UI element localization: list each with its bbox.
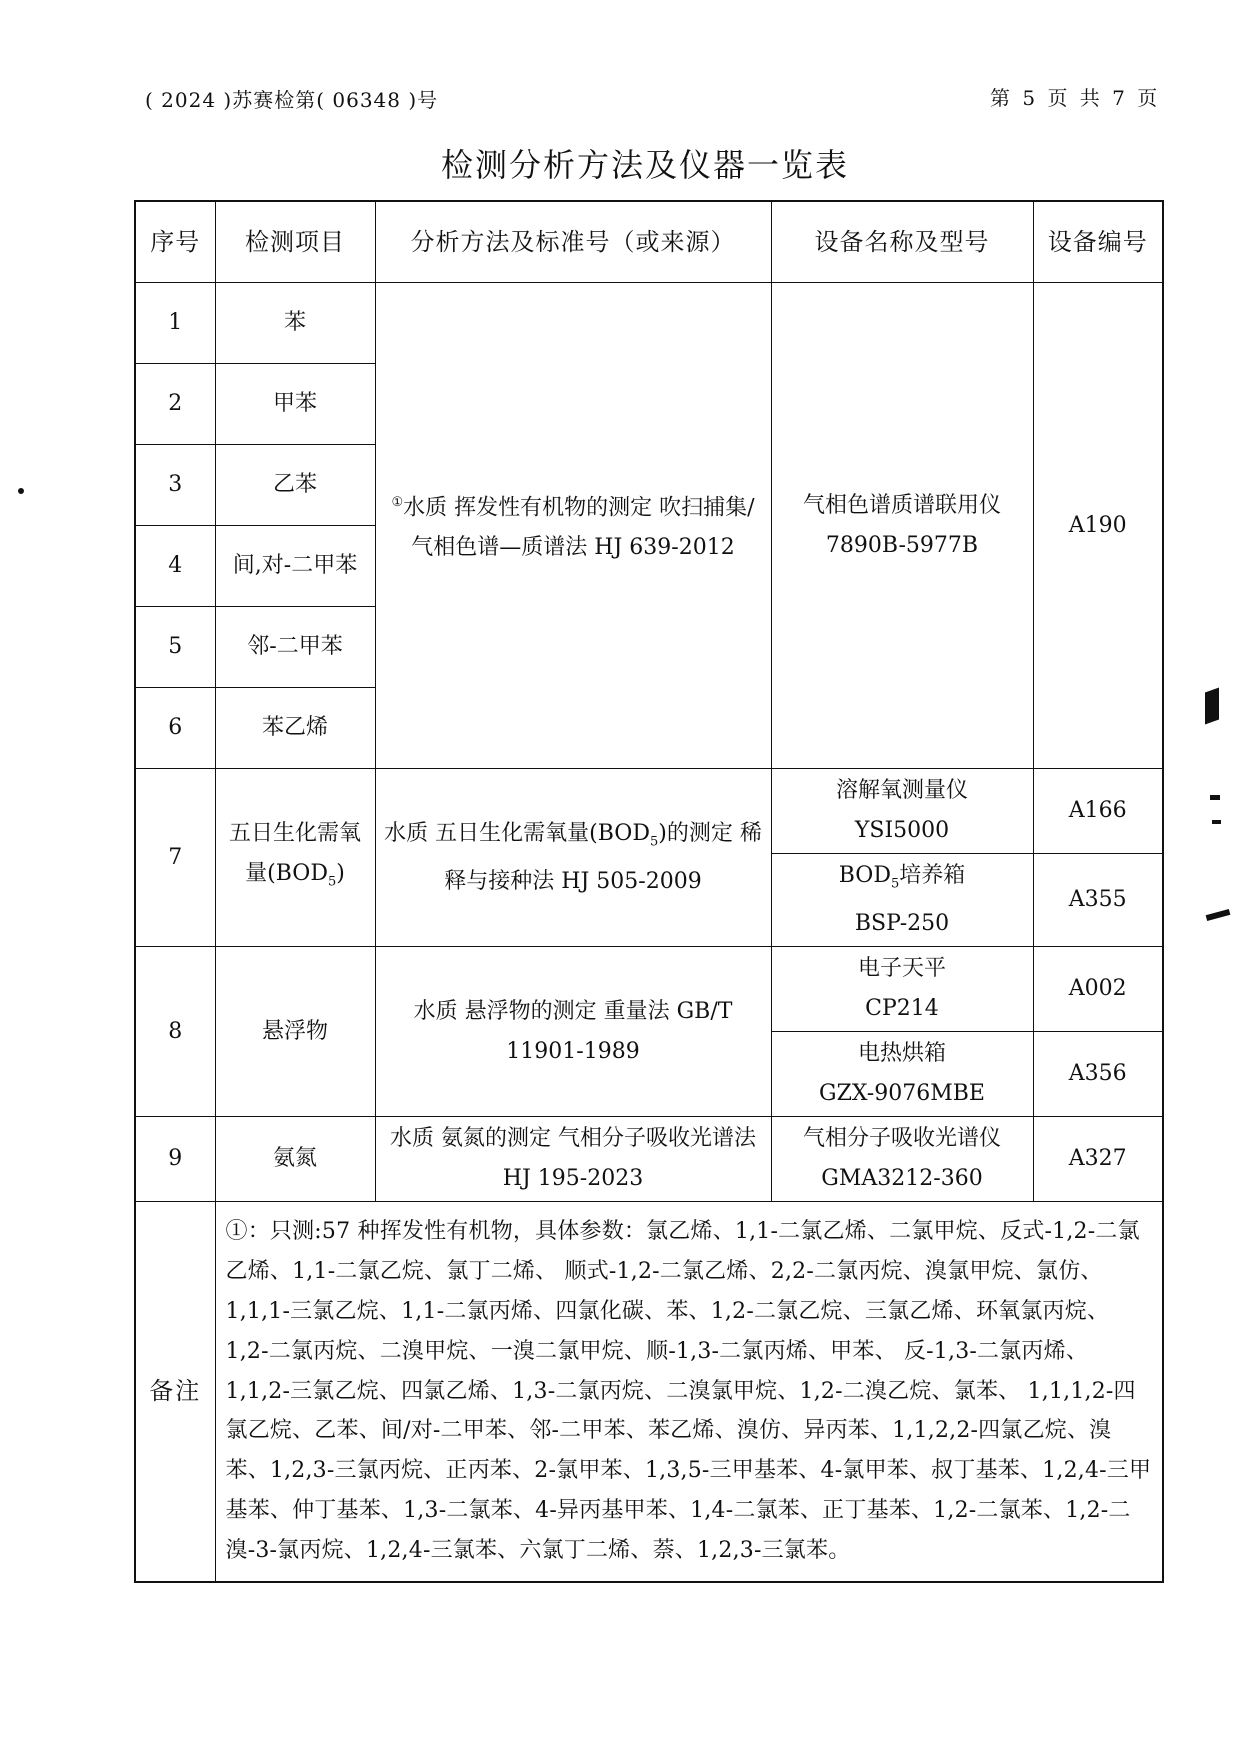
test-item: 乙苯 [215, 445, 375, 526]
row-number: 9 [135, 1117, 215, 1202]
analysis-method: 水质 悬浮物的测定 重量法 GB/T 11901-1989 [375, 947, 771, 1117]
page-indicator: 第 5 页 共 7 页 [990, 86, 1161, 110]
table-row [135, 947, 1163, 1032]
test-item: 氨氮 [215, 1117, 375, 1202]
scan-speck [18, 488, 24, 494]
equipment-label: 电热烘箱 [857, 1041, 946, 1067]
table-header-row [135, 201, 1163, 283]
binding-mark [1205, 687, 1219, 724]
column-header: 设备名称及型号 [771, 201, 1033, 283]
equipment-id: A190 [1033, 283, 1163, 769]
equipment-label: 电子天平 [857, 956, 946, 982]
row-number: 2 [135, 364, 215, 445]
column-header: 检测项目 [215, 201, 375, 283]
method-text: )的测定 稀释与接种法 HJ 505-2009 [444, 820, 762, 894]
method-text: 水质 挥发性有机物的测定 吹扫捕集/气相色谱—质谱法 HJ 639-2012 [403, 495, 755, 561]
test-item [215, 769, 375, 947]
equipment-id: A355 [1033, 854, 1163, 947]
equipment-model: GZX-9076MBE [819, 1081, 985, 1107]
equipment-name: 气相分子吸收光谱仪 GMA3212-360 [771, 1117, 1033, 1202]
notes-text: ①：只测:57 种挥发性有机物，具体参数：氯乙烯、1,1-二氯乙烯、二氯甲烷、反式-1,2-二氯乙烯、1,1-二氯乙烷、氯丁二烯、 顺式-1,2-二氯乙烯、2,2-二氯丙烷、溴氯甲烷、氯仿、1,1,1-三氯乙烷、1,1-二氯丙烯、四氯化碳、苯、1,2-二氯乙烷、三氯乙烯、环氧氯丙烷、1,2-二氯丙烷、二溴甲烷、一溴二氯甲烷、顺-1,3-二氯丙烯、甲苯、 反-1,3-二氯丙烯、1,1,2-三氯乙烷、四氯乙烯、1,3-二氯丙烷、二溴氯甲烷、1,2-二溴乙烷、氯苯、 1,1,1,2-四氯乙烷、乙苯、间/对-二甲苯、邻-二甲苯、苯乙烯、溴仿、异丙苯、1,1,2,2-四氯乙烷、溴苯、1,2,3-三氯丙烷、正丙苯、2-氯甲苯、1,3,5-三甲基苯、4-氯甲苯、叔丁基苯、1,2,4-三甲基苯、仲丁基苯、1,3-二氯苯、4-异丙基甲苯、1,4-二氯苯、正丁基苯、1,2-二氯苯、1,2-二溴-3-氯丙烷、1,2,4-三氯苯、六氯丁二烯、萘、1,2,3-三氯苯。 [215, 1202, 1163, 1582]
binding-mark [1212, 820, 1221, 824]
method-instrument-table [134, 200, 1164, 1583]
method-text: 水质 五日生化需氧量(BOD [384, 820, 650, 846]
equipment-id: A327 [1033, 1117, 1163, 1202]
equipment-name [771, 947, 1033, 1032]
test-item: 间,对-二甲苯 [215, 526, 375, 607]
row-number: 1 [135, 283, 215, 364]
analysis-method [375, 283, 771, 769]
equipment-name [771, 769, 1033, 854]
row-number: 5 [135, 607, 215, 688]
equipment-id: A002 [1033, 947, 1163, 1032]
equipment-model: CP214 [865, 996, 939, 1022]
subscript: 5 [327, 873, 337, 889]
analysis-method: 水质 氨氮的测定 气相分子吸收光谱法 HJ 195-2023 [375, 1117, 771, 1202]
row-number: 8 [135, 947, 215, 1117]
equipment-id: A356 [1033, 1032, 1163, 1117]
table-row [135, 1117, 1163, 1202]
row-number: 4 [135, 526, 215, 607]
table-row [135, 283, 1163, 364]
equipment-name [771, 854, 1033, 947]
column-header: 序号 [135, 201, 215, 283]
page-title: 检测分析方法及仪器一览表 [440, 146, 849, 184]
table-row [135, 769, 1163, 854]
row-number: 6 [135, 688, 215, 769]
item-text: ) [336, 860, 345, 886]
test-item: 甲苯 [215, 364, 375, 445]
test-item: 邻-二甲苯 [215, 607, 375, 688]
equipment-model: BSP-250 [854, 911, 950, 937]
row-number: 7 [135, 769, 215, 947]
report-number: ( 2024 )苏赛检第( 06348 )号 [145, 88, 439, 112]
notes-label: 备注 [135, 1202, 215, 1582]
equipment-name: 气相色谱质谱联用仪 7890B-5977B [771, 283, 1033, 769]
equipment-label: $BOD_5$培养箱 [838, 863, 966, 892]
item-text: 五日生化需氧量(BOD [228, 820, 361, 886]
equipment-model: YSI5000 [854, 818, 950, 843]
column-header: 设备编号 [1033, 201, 1163, 283]
analysis-method [375, 769, 771, 947]
equipment-label: 溶解氧测量仪 [835, 778, 968, 803]
test-item: 苯 [215, 283, 375, 364]
column-header: 分析方法及标准号（或来源） [375, 201, 771, 283]
subscript: 5 [890, 876, 900, 892]
binding-mark [1210, 795, 1220, 800]
test-item: 悬浮物 [215, 947, 375, 1117]
footnote-marker: ① [391, 494, 404, 510]
test-item: 苯乙烯 [215, 688, 375, 769]
notes-row [135, 1202, 1163, 1582]
row-number: 3 [135, 445, 215, 526]
subscript: 5 [649, 833, 659, 849]
equipment-name [771, 1032, 1033, 1117]
binding-mark [1206, 909, 1231, 921]
equipment-id: A166 [1033, 769, 1163, 854]
